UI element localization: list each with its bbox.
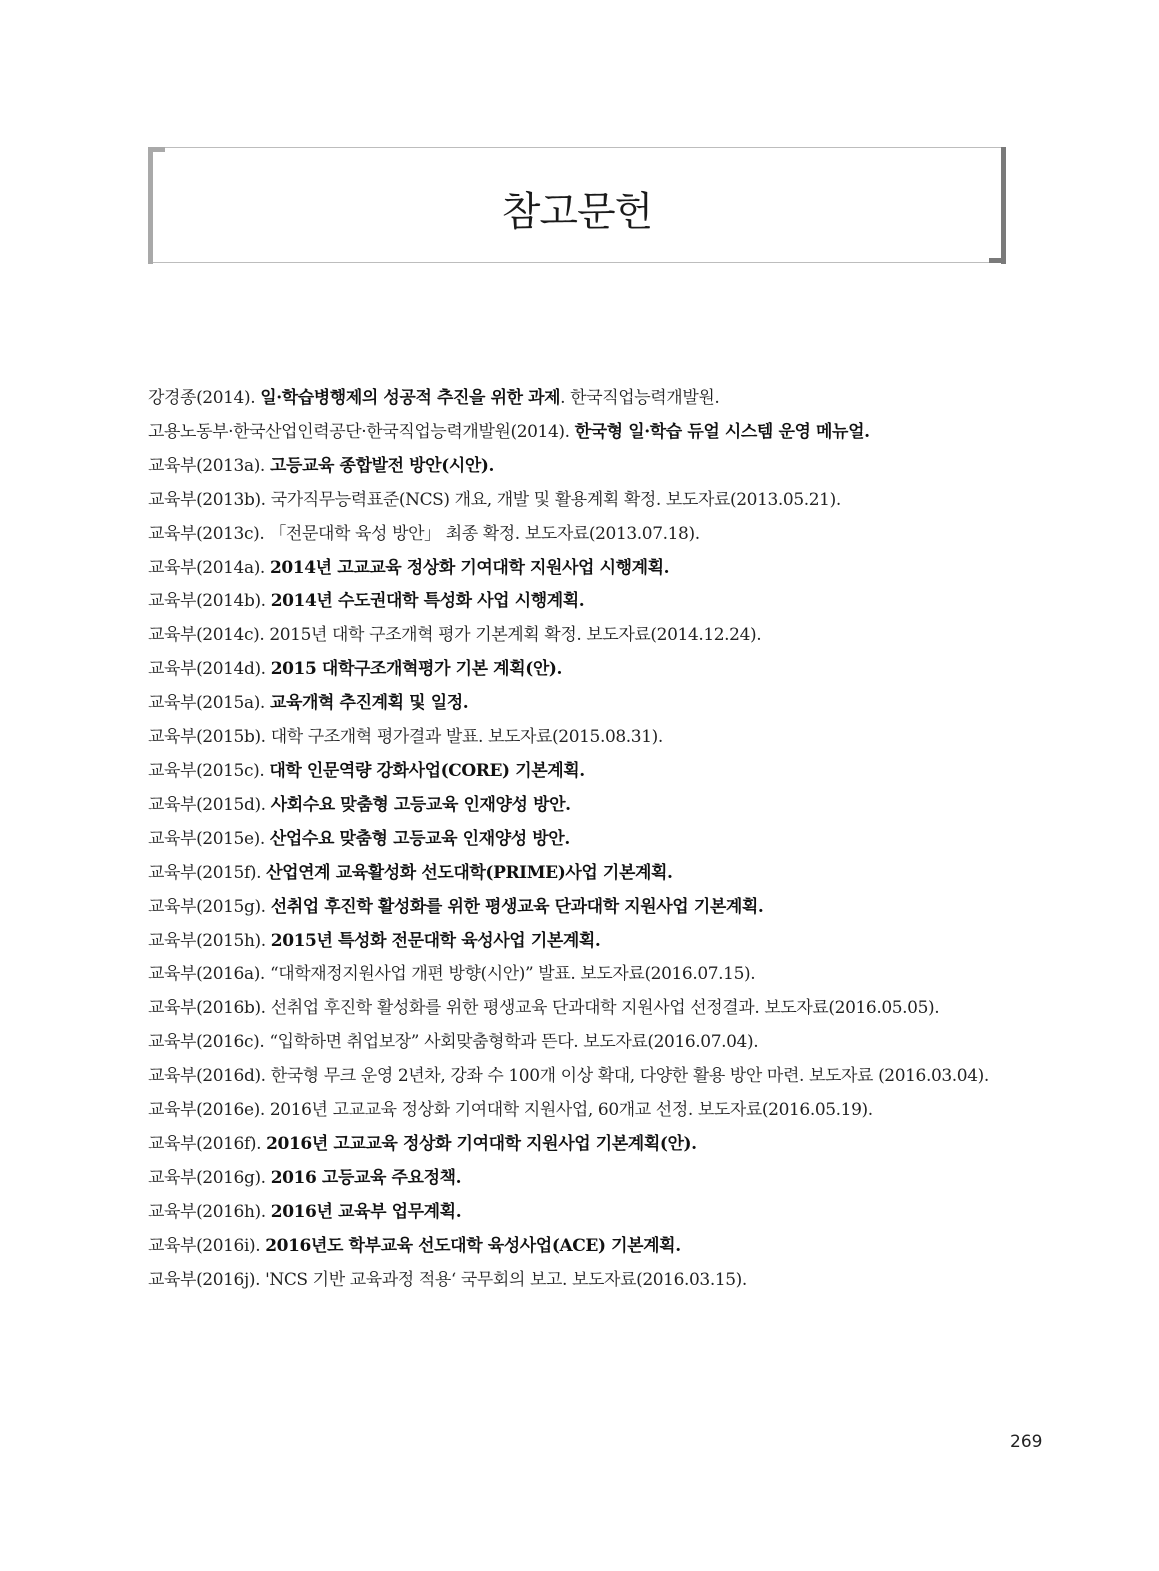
reference-title: 한국형 무크 운영 2년차, 강좌 수 100개 이상 확대, 다양한 활용 방안 마련. 보도자료 (2016.03.04). [270, 1066, 989, 1087]
reference-item [148, 416, 1008, 450]
reference-item [148, 450, 1008, 484]
reference-title: 산업연계 교육활성화 선도대학(PRIME)사업 기본계획. [266, 862, 673, 883]
reference-title: 2014년 수도권대학 특성화 사업 시행계획. [270, 591, 585, 612]
reference-author: 교육부(2013a). [148, 455, 270, 476]
reference-item [148, 1060, 1008, 1094]
reference-author: 교육부(2016c). [148, 1032, 270, 1053]
reference-item [148, 382, 1008, 416]
reference-author: 교육부(2014b). [148, 591, 271, 612]
reference-title: 2016년도 학부교육 선도대학 육성사업(ACE) 기본계획. [265, 1235, 681, 1256]
reference-item [148, 857, 1008, 891]
reference-title: 사회수요 맞춤형 고등교육 인재양성 방안. [270, 794, 571, 815]
reference-item [148, 925, 1008, 959]
reference-title: 2016년 고교교육 정상화 기여대학 지원사업 기본계획(안). [266, 1133, 697, 1154]
reference-author: 교육부(2015c). [148, 760, 270, 781]
reference-title: 선취업 후진학 활성화를 위한 평생교육 단과대학 지원사업 기본계획. [270, 896, 764, 917]
reference-item [148, 823, 1008, 857]
reference-item [148, 585, 1008, 619]
reference-item [148, 484, 1008, 518]
reference-item [148, 755, 1008, 789]
reference-author: 강경종(2014). [148, 388, 261, 408]
reference-item [148, 1026, 1008, 1060]
reference-title: 「전문대학 육성 방안」 최종 확정. 보도자료(2013.07.18). [269, 523, 700, 544]
reference-title: 2015년 대학 구조개혁 평가 기본계획 확정. 보도자료(2014.12.24). [269, 625, 762, 646]
reference-author: 교육부(2014a). [148, 557, 270, 578]
reference-author: 교육부(2016e). [148, 1100, 270, 1121]
reference-item [148, 1162, 1008, 1196]
reference-author: 교육부(2016h). [148, 1201, 271, 1222]
reference-item [148, 891, 1008, 925]
reference-title: 한국형 일·학습 듀얼 시스템 운영 메뉴얼. [574, 421, 870, 442]
reference-item [148, 1264, 1008, 1298]
reference-author: 교육부(2015d). [148, 794, 271, 815]
reference-author: 교육부(2015e). [148, 828, 270, 849]
reference-title: 대학 구조개혁 평가결과 발표. 보도자료(2015.08.31). [270, 727, 663, 748]
reference-author: 교육부(2014c). [148, 625, 270, 646]
reference-item [148, 789, 1008, 823]
reference-author: 교육부(2013b). [148, 489, 271, 510]
reference-title: 교육개혁 추진계획 및 일정. [269, 693, 469, 714]
reference-list [148, 382, 1008, 1297]
reference-title: 선취업 후진학 활성화를 위한 평생교육 단과대학 지원사업 선정결과. 보도자료(2016.05.05). [270, 998, 940, 1019]
reference-item [148, 1230, 1008, 1264]
reference-author: 교육부(2016d). [148, 1066, 271, 1087]
reference-publisher: . 한국직업능력개발원. [560, 388, 720, 408]
page-number: 269 [1010, 1432, 1043, 1452]
reference-title: 2015 대학구조개혁평가 기본 계획(안). [270, 659, 563, 680]
reference-item [148, 653, 1008, 687]
reference-author: 교육부(2015b). [148, 727, 271, 748]
reference-author: 교육부(2016a). [148, 964, 270, 985]
reference-author: 교육부(2016g). [148, 1167, 271, 1188]
reference-title: 국가직무능력표준(NCS) 개요, 개발 및 활용계획 확정. 보도자료(2013.05.21). [270, 489, 841, 510]
page-title: 참고문헌 [501, 189, 653, 235]
reference-title: 2016년 고교교육 정상화 기여대학 지원사업, 60개교 선정. 보도자료(2016.05.19). [269, 1100, 873, 1121]
title-box-right-tick [989, 258, 1001, 263]
reference-author: 교육부(2016j). [148, 1269, 266, 1290]
reference-author: 교육부(2013c). [148, 523, 270, 544]
chapter-title-box [148, 147, 1006, 263]
reference-title: 산업수요 맞춤형 고등교육 인재양성 방안. [269, 828, 570, 849]
reference-item [148, 1196, 1008, 1230]
reference-author: 교육부(2015g). [148, 896, 271, 917]
reference-title: 2014년 고교교육 정상화 기여대학 지원사업 시행계획. [269, 557, 670, 578]
title-box-left-tick [153, 147, 165, 152]
reference-item [148, 1094, 1008, 1128]
reference-item [148, 687, 1008, 721]
reference-item [148, 721, 1008, 755]
reference-title: 'NCS 기반 교육과정 적용‘ 국무회의 보고. 보도자료(2016.03.15). [265, 1269, 747, 1290]
reference-title: 대학 인문역량 강화사업(CORE) 기본계획. [269, 760, 585, 781]
reference-title: 2016년 교육부 업무계획. [270, 1201, 462, 1222]
reference-author: 고용노동부·한국산업인력공단·한국직업능력개발원(2014). [148, 421, 575, 442]
reference-item [148, 992, 1008, 1026]
reference-author: 교육부(2015h). [148, 930, 271, 951]
reference-author: 교육부(2015a). [148, 693, 270, 714]
reference-item [148, 552, 1008, 586]
reference-author: 교육부(2015f). [148, 862, 267, 883]
reference-title: 2016 고등교육 주요정책. [270, 1167, 462, 1188]
reference-item [148, 1128, 1008, 1162]
reference-title: “대학재정지원사업 개편 방향(시안)” 발표. 보도자료(2016.07.15). [269, 964, 756, 985]
reference-author: 교육부(2014d). [148, 659, 271, 680]
reference-author: 교육부(2016i). [148, 1235, 266, 1256]
reference-item [148, 958, 1008, 992]
reference-title: 고등교육 종합발전 방안(시안). [269, 455, 495, 476]
reference-author: 교육부(2016f). [148, 1133, 267, 1154]
reference-item [148, 518, 1008, 552]
reference-item [148, 619, 1008, 653]
reference-title: 일·학습병행제의 성공적 추진을 위한 과제 [260, 388, 561, 408]
reference-author: 교육부(2016b). [148, 998, 271, 1019]
reference-title: 2015년 특성화 전문대학 육성사업 기본계획. [270, 930, 601, 951]
reference-title: “입학하면 취업보장” 사회맞춤형학과 뜬다. 보도자료(2016.07.04). [269, 1032, 759, 1053]
